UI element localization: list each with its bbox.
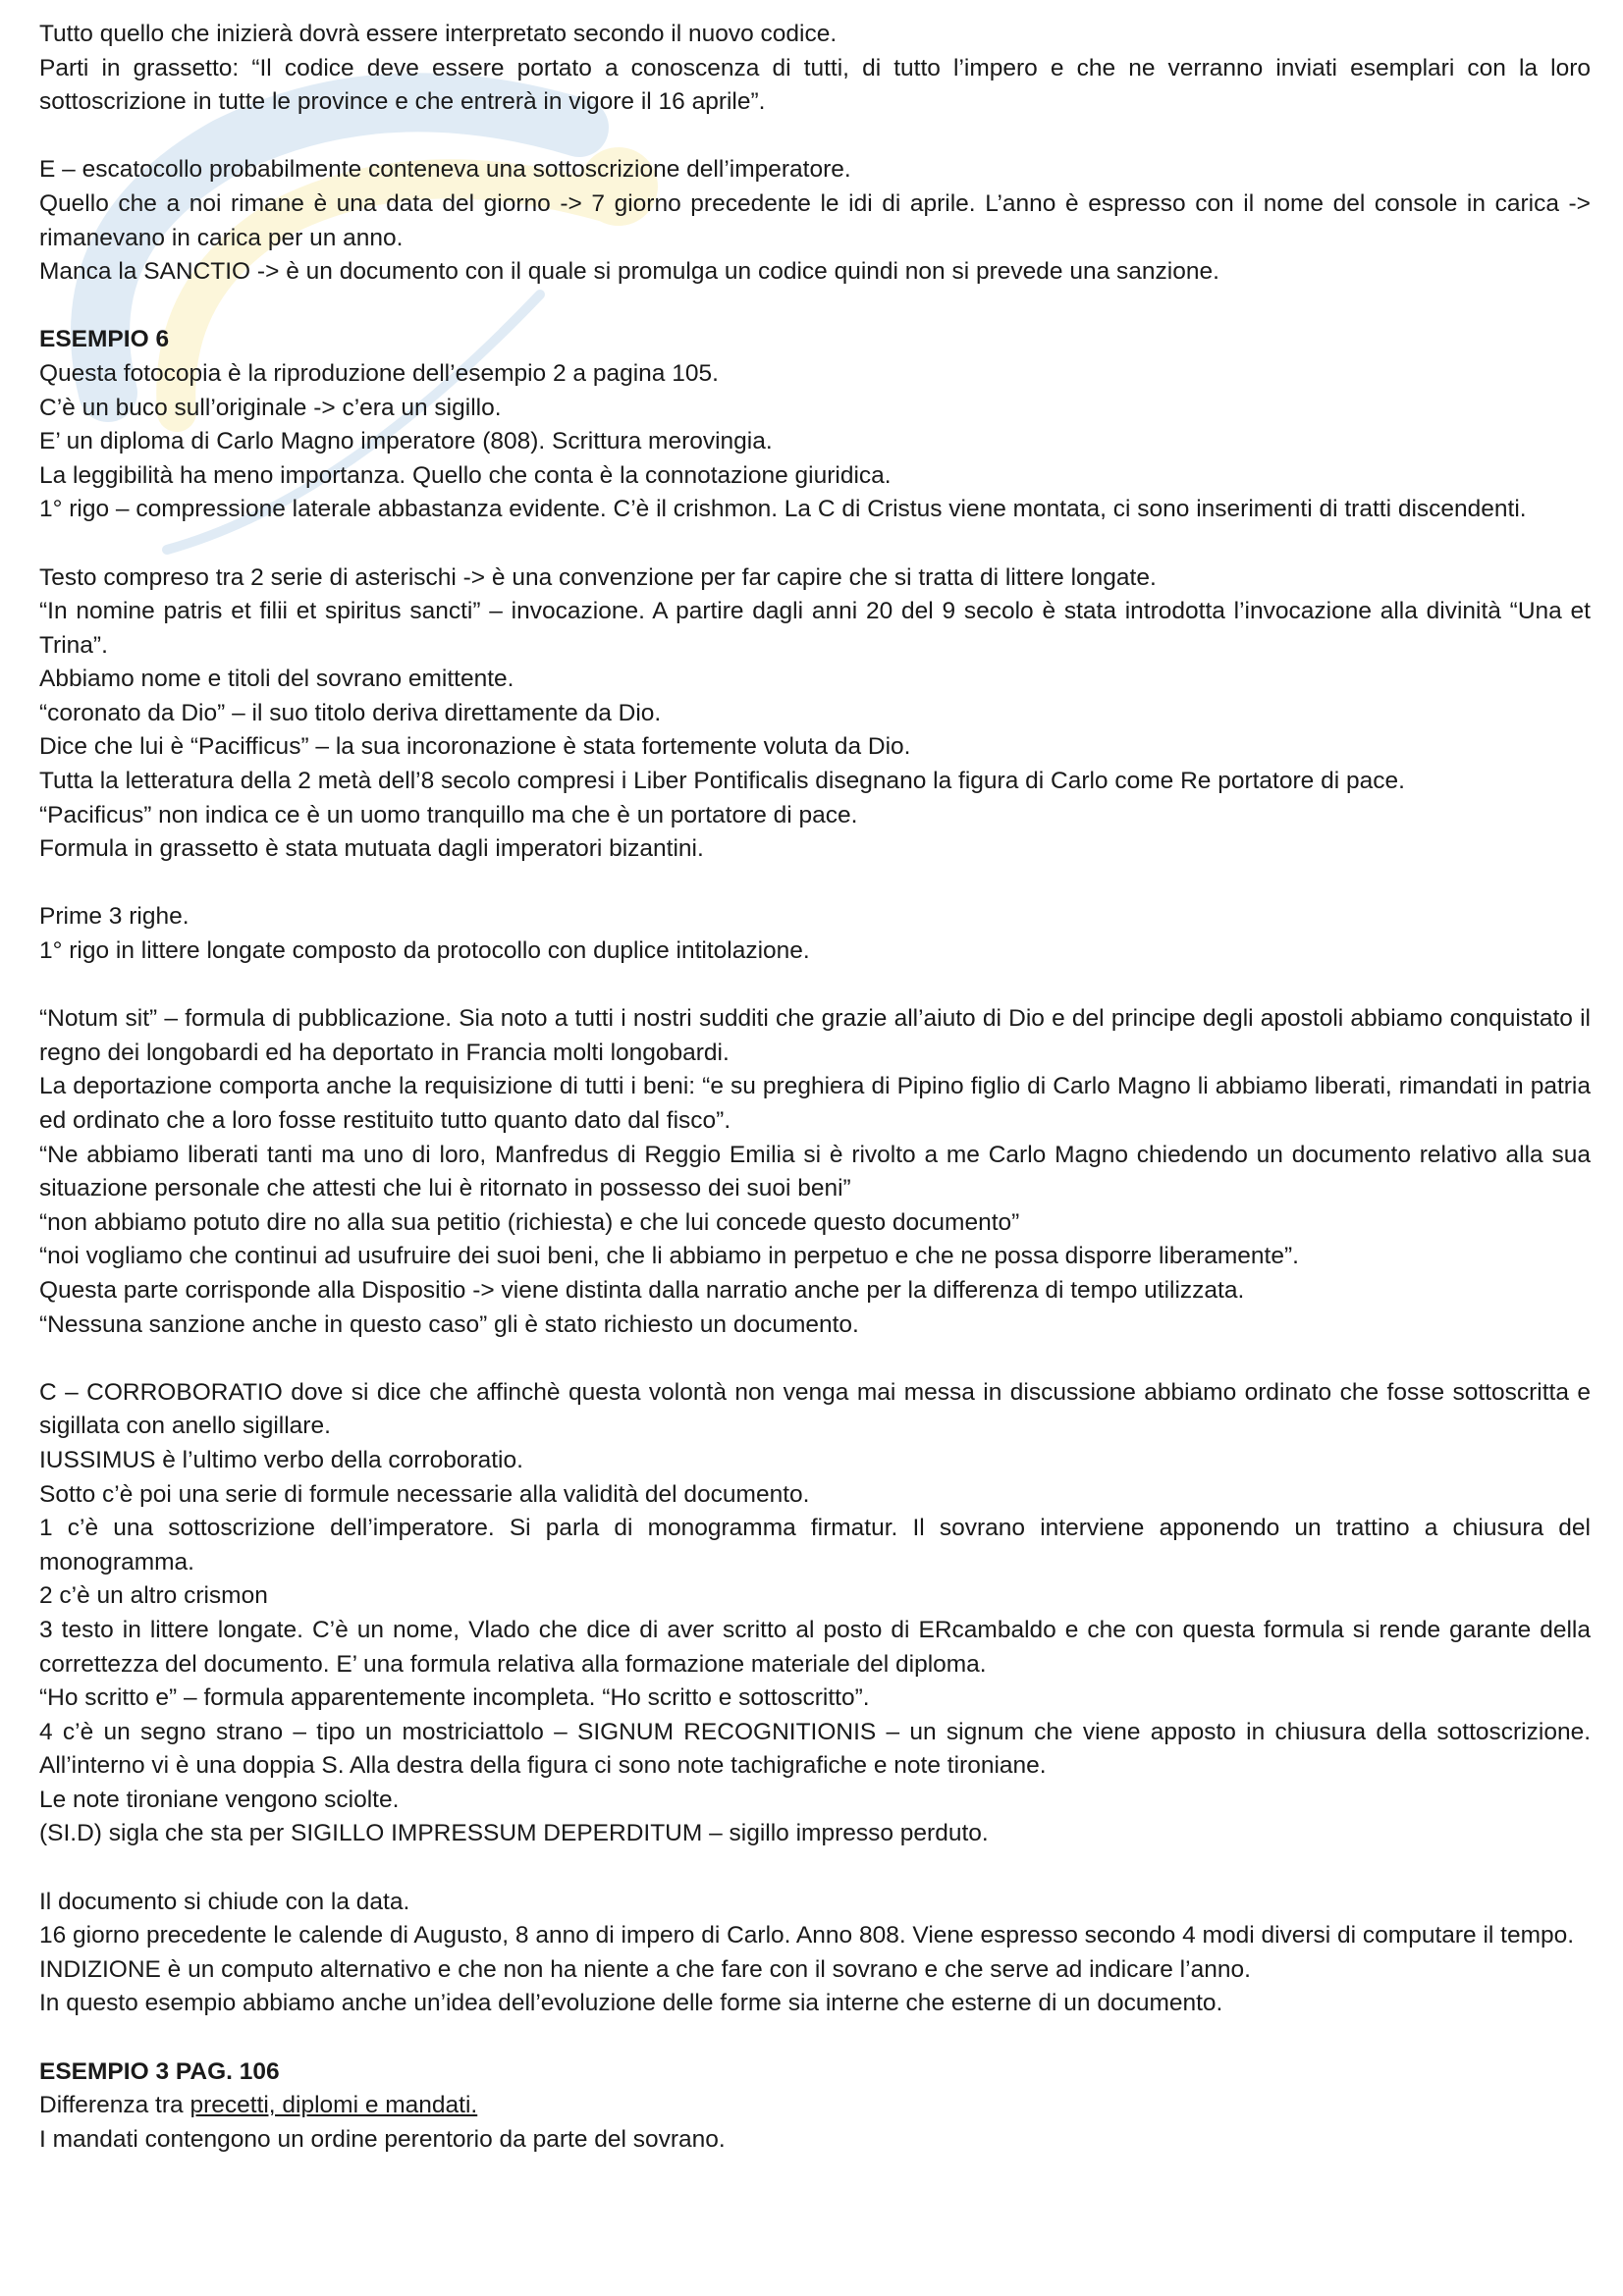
paragraph: INDIZIONE è un computo alternativo e che non ha niente a che fare con il sovrano e che serve ad indicare l’anno. bbox=[39, 1955, 1251, 1983]
underlined-text: precetti, diplomi e mandati. bbox=[189, 2092, 478, 2119]
paragraph: Formula in grassetto è stata mutuata dagli imperatori bizantini. bbox=[39, 835, 704, 863]
paragraph: “Nessuna sanzione anche in questo caso” gli è stato richiesto un documento. bbox=[39, 1310, 859, 1338]
paragraph: La deportazione comporta anche la requisizione di tutti i beni: “e su preghiera di Pipino figlio di Carlo Magno li abbiamo liberati, rimandati in patria ed ordinato che a loro fosse restituito tutto quanto dato dal fisco”. bbox=[39, 1073, 1591, 1134]
paragraph-gap bbox=[39, 527, 1591, 561]
paragraph: “coronato da Dio” – il suo titolo deriva direttamente da Dio. bbox=[39, 699, 662, 726]
section-heading: ESEMPIO 3 PAG. 106 bbox=[39, 2057, 280, 2085]
paragraph: Tutto quello che inizierà dovrà essere interpretato secondo il nuovo codice. bbox=[39, 21, 838, 47]
paragraph: “Ne abbiamo liberati tanti ma uno di loro, Manfredus di Reggio Emilia si è rivolto a me Carlo Magno chiedendo un documento relativo alla sua situazione personale che attesti che lui è ritornato in possesso dei suoi beni” bbox=[39, 1141, 1591, 1202]
paragraph: E’ un diploma di Carlo Magno imperatore (808). Scrittura merovingia. bbox=[39, 428, 773, 455]
paragraph: 2 c’è un altro crismon bbox=[39, 1582, 268, 1610]
paragraph: Questa parte corrisponde alla Dispositio -> viene distinta dalla narratio anche per la differenza di tempo utilizzata. bbox=[39, 1276, 1245, 1304]
paragraph: “non abbiamo potuto dire no alla sua petitio (richiesta) e che lui concede questo documento” bbox=[39, 1208, 1020, 1236]
paragraph: Le note tironiane vengono sciolte. bbox=[39, 1786, 400, 1813]
paragraph: (SI.D) sigla che sta per SIGILLO IMPRESSUM DEPERDITUM – sigillo impresso perduto. bbox=[39, 1820, 989, 1847]
paragraph: Dice che lui è “Pacifficus” – la sua incoronazione è stata fortemente voluta da Dio. bbox=[39, 733, 911, 761]
paragraph-gap bbox=[39, 1342, 1591, 1376]
paragraph: Testo compreso tra 2 serie di asterischi -> è una convenzione per far capire che si tratta di littere longate. bbox=[39, 563, 1157, 591]
paragraph: 1 c’è una sottoscrizione dell’imperatore. Si parla di monogramma firmatur. Il sovrano interviene apponendo un trattino a chiusura del monogramma. bbox=[39, 1515, 1591, 1575]
paragraph bbox=[39, 2089, 1591, 2123]
paragraph: 1° rigo – compressione laterale abbastanza evidente. C’è il crishmon. La C di Cristus viene montata, ci sono inserimenti di tratti discendenti. bbox=[39, 496, 1527, 523]
paragraph: Quello che a noi rimane è una data del giorno -> 7 giorno precedente le idi di aprile. L’anno è espresso con il nome del console in carica -> rimanevano in carica per un anno. bbox=[39, 189, 1591, 251]
paragraph: C – CORROBORATIO dove si dice che affinchè questa volontà non venga mai messa in discussione abbiamo ordinato che fosse sottoscritta e sigillata con anello sigillare. bbox=[39, 1378, 1591, 1440]
paragraph-gap bbox=[39, 120, 1591, 154]
paragraph: “Notum sit” – formula di pubblicazione. Sia noto a tutti i nostri sudditi che grazie all’aiuto di Dio e del principe degli apostoli abbiamo conquistato il regno dei longobardi ed ha deportato in Francia molti longobardi. bbox=[39, 1005, 1591, 1066]
section-heading: ESEMPIO 6 bbox=[39, 326, 170, 353]
paragraph: Prime 3 righe. bbox=[39, 903, 189, 931]
paragraph: In questo esempio abbiamo anche un’idea dell’evoluzione delle forme sia interne che esterne di un documento. bbox=[39, 1990, 1223, 2017]
paragraph: 1° rigo in littere longate composto da protocollo con duplice intitolazione. bbox=[39, 937, 810, 965]
paragraph: 3 testo in littere longate. C’è un nome, Vlado che dice di aver scritto al posto di ERcambaldo e che con questa formula si rende garante della correttezza del documento. E’ una formula relativa alla formazione materiale del diploma. bbox=[39, 1616, 1591, 1678]
paragraph: Manca la SANCTIO -> è un documento con il quale si promulga un codice quindi non si prevede una sanzione. bbox=[39, 258, 1219, 286]
paragraph: Abbiamo nome e titoli del sovrano emittente. bbox=[39, 666, 514, 693]
paragraph: Sotto c’è poi una serie di formule necessarie alla validità del documento. bbox=[39, 1480, 810, 1508]
paragraph: 4 c’è un segno strano – tipo un mostriciattolo – SIGNUM RECOGNITIONIS – un signum che viene apposto in chiusura della sottoscrizione. All’interno vi è una doppia S. Alla destra della figura ci sono note tachigrafiche e note tironiane. bbox=[39, 1718, 1591, 1780]
paragraph: Tutta la letteratura della 2 metà dell’8 secolo compresi i Liber Pontificalis disegnano la figura di Carlo come Re portatore di pace. bbox=[39, 768, 1405, 795]
paragraph: IUSSIMUS è l’ultimo verbo della corroboratio. bbox=[39, 1446, 523, 1473]
paragraph-gap bbox=[39, 290, 1591, 324]
paragraph: Questa fotocopia è la riproduzione dell’esempio 2 a pagina 105. bbox=[39, 359, 719, 387]
document-body bbox=[39, 18, 1591, 2157]
paragraph: “Ho scritto e” – formula apparentemente incompleta. “Ho scritto e sottoscritto”. bbox=[39, 1684, 870, 1712]
paragraph: La leggibilità ha meno importanza. Quello che conta è la connotazione giuridica. bbox=[39, 461, 892, 489]
paragraph-gap bbox=[39, 2021, 1591, 2056]
paragraph-gap bbox=[39, 969, 1591, 1003]
paragraph: C’è un buco sull’originale -> c’era un sigillo. bbox=[39, 394, 502, 421]
paragraph: “Pacificus” non indica ce è un uomo tranquillo ma che è un portatore di pace. bbox=[39, 801, 858, 828]
paragraph: “In nomine patris et filii et spiritus sancti” – invocazione. A partire dagli anni 20 del 9 secolo è stata introdotta l’invocazione alla divinità “Una et Trina”. bbox=[39, 598, 1591, 659]
paragraph-text: Differenza tra bbox=[39, 2092, 190, 2119]
paragraph: I mandati contengono un ordine perentorio da parte del sovrano. bbox=[39, 2125, 726, 2153]
paragraph: Il documento si chiude con la data. bbox=[39, 1888, 410, 1915]
paragraph: E – escatocollo probabilmente conteneva una sottoscrizione dell’imperatore. bbox=[39, 156, 851, 184]
paragraph: Parti in grassetto: “Il codice deve essere portato a conoscenza di tutti, di tutto l’impero e che ne verranno inviati esemplari con la loro sottoscrizione in tutte le province e che entrerà in vigore il 16 aprile”. bbox=[39, 54, 1591, 116]
paragraph-gap bbox=[39, 1851, 1591, 1886]
paragraph: 16 giorno precedente le calende di Augusto, 8 anno di impero di Carlo. Anno 808. Viene espresso secondo 4 modi diversi di computare il tempo. bbox=[39, 1922, 1575, 1949]
paragraph-gap bbox=[39, 867, 1591, 901]
paragraph: “noi vogliamo che continui ad usufruire dei suoi beni, che li abbiamo in perpetuo e che ne possa disporre liberamente”. bbox=[39, 1243, 1299, 1270]
